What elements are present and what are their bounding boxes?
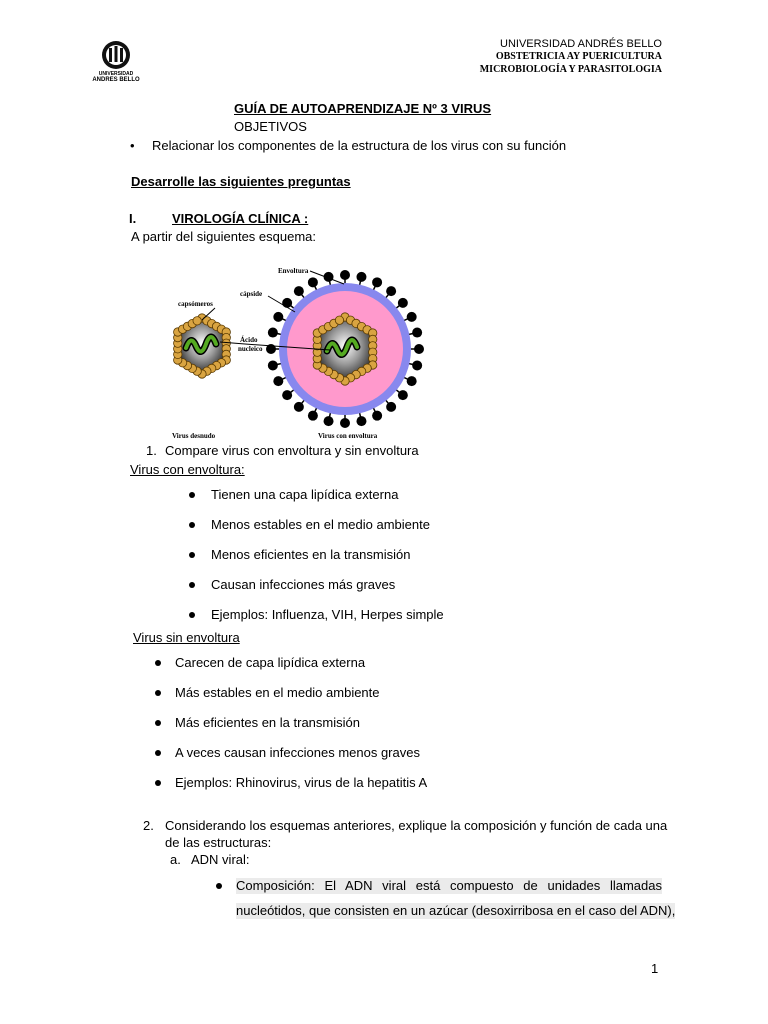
naked-bullet	[155, 660, 161, 666]
q1-text: Compare virus con envoltura y sin envoltura	[165, 443, 419, 458]
q2-text-line1: Considerando los esquemas anteriores, explique la composición y función de cada una	[165, 818, 668, 833]
label-envoltura: Envoltura	[278, 267, 309, 275]
enveloped-item: Menos eficientes en la transmisión	[211, 547, 411, 562]
university-logo	[92, 38, 140, 86]
q2-text-line2: de las estructuras:	[165, 835, 272, 850]
enveloped-virus-illustration	[266, 270, 424, 428]
header-course: MICROBIOLOGÍA Y PARASITOLOGIA	[479, 64, 662, 75]
envelope-spike	[372, 411, 382, 421]
caption-naked-virus: Virus desnudo	[172, 432, 216, 440]
enveloped-heading: Virus con envoltura:	[130, 462, 245, 477]
envelope-spike	[273, 312, 283, 322]
virus-diagram-figure	[160, 262, 430, 444]
envelope-spike	[324, 416, 334, 426]
naked-virus-illustration	[174, 314, 231, 378]
logo-text-2: ANDRES BELLO	[92, 77, 140, 83]
envelope-spike	[356, 416, 366, 426]
envelope-spike	[308, 411, 318, 421]
enveloped-item: Tienen una capa lipídica externa	[211, 487, 399, 502]
envelope-spike	[372, 277, 382, 287]
label-capside: cápside	[240, 290, 263, 298]
objectives-heading: OBJETIVOS	[234, 119, 307, 134]
envelope-spike	[412, 328, 422, 338]
q2-sub-letter: a.	[170, 852, 181, 867]
envelope-spike	[282, 298, 292, 308]
naked-item: Carecen de capa lipídica externa	[175, 655, 366, 670]
naked-bullet	[155, 720, 161, 726]
objective-bullet: •	[130, 138, 135, 153]
envelope-spike	[268, 328, 278, 338]
naked-bullet	[155, 780, 161, 786]
envelope-spike	[308, 277, 318, 287]
intro-text: A partir del siguientes esquema:	[131, 229, 316, 244]
objective-text: Relacionar los componentes de la estructura de los virus con su función	[152, 138, 567, 153]
envelope-spike	[356, 272, 366, 282]
capsomere	[335, 316, 343, 324]
envelope-spike	[340, 418, 350, 428]
naked-bullet	[155, 690, 161, 696]
instructions-heading: Desarrolle las siguientes preguntas	[131, 174, 351, 189]
capsomere	[193, 317, 201, 325]
envelope-spike	[282, 390, 292, 400]
naked-item: Ejemplos: Rhinovirus, virus de la hepatitis A	[175, 775, 428, 790]
q2-sub-title: ADN viral:	[191, 852, 250, 867]
naked-bullet	[155, 750, 161, 756]
naked-heading: Virus sin envoltura	[133, 630, 240, 645]
enveloped-item: Ejemplos: Influenza, VIH, Herpes simple	[211, 607, 444, 622]
envelope-spike	[414, 344, 424, 354]
envelope-spike	[398, 390, 408, 400]
enveloped-bullet	[189, 552, 195, 558]
q2-number: 2.	[143, 818, 154, 833]
envelope-spike	[412, 360, 422, 370]
enveloped-item: Causan infecciones más graves	[211, 577, 396, 592]
section-title: VIROLOGÍA CLÍNICA :	[172, 211, 309, 226]
guide-title: GUÍA DE AUTOAPRENDIZAJE Nº 3 VIRUS	[234, 101, 492, 116]
virus-diagram	[160, 262, 430, 444]
enveloped-bullet	[189, 612, 195, 618]
envelope-spike	[386, 286, 396, 296]
envelope-spike	[294, 402, 304, 412]
enveloped-bullet	[189, 492, 195, 498]
logo-emblem-icon	[92, 38, 140, 72]
label-nucleico: nucleico	[238, 345, 263, 353]
envelope-spike	[268, 360, 278, 370]
enveloped-bullet	[189, 522, 195, 528]
composition-line2: nucleótidos, que consisten en un azúcar (desoxirribosa en el caso del ADN),	[236, 903, 676, 918]
envelope-spike	[340, 270, 350, 280]
header-program: OBSTETRICIA AY PUERICULTURA	[495, 51, 662, 62]
enveloped-item: Menos estables en el medio ambiente	[211, 517, 430, 532]
label-capsomeros: capsómeros	[178, 300, 213, 308]
enveloped-bullet	[189, 582, 195, 588]
logo-text-1: UNIVERSIDAD	[98, 71, 134, 77]
section-number: I.	[129, 211, 137, 226]
caption-enveloped-virus: Virus con envoltura	[318, 432, 378, 440]
envelope-spike	[386, 402, 396, 412]
naked-item: Más eficientes en la transmisión	[175, 715, 360, 730]
page-number: 1	[651, 961, 659, 976]
envelope-spike	[398, 298, 408, 308]
envelope-spike	[407, 376, 417, 386]
composition-line1: Composición: El ADN viral está compuesto de unidades llamadas	[236, 878, 662, 893]
composition-bullet	[216, 883, 222, 889]
q1-number: 1.	[146, 443, 157, 458]
naked-item: A veces causan infecciones menos graves	[175, 745, 420, 760]
naked-item: Más estables en el medio ambiente	[175, 685, 380, 700]
envelope-spike	[273, 376, 283, 386]
envelope-spike	[294, 286, 304, 296]
header-university: UNIVERSIDAD ANDRÉS BELLO	[500, 38, 662, 50]
label-acido: Ácido	[240, 336, 258, 344]
envelope-spike	[407, 312, 417, 322]
